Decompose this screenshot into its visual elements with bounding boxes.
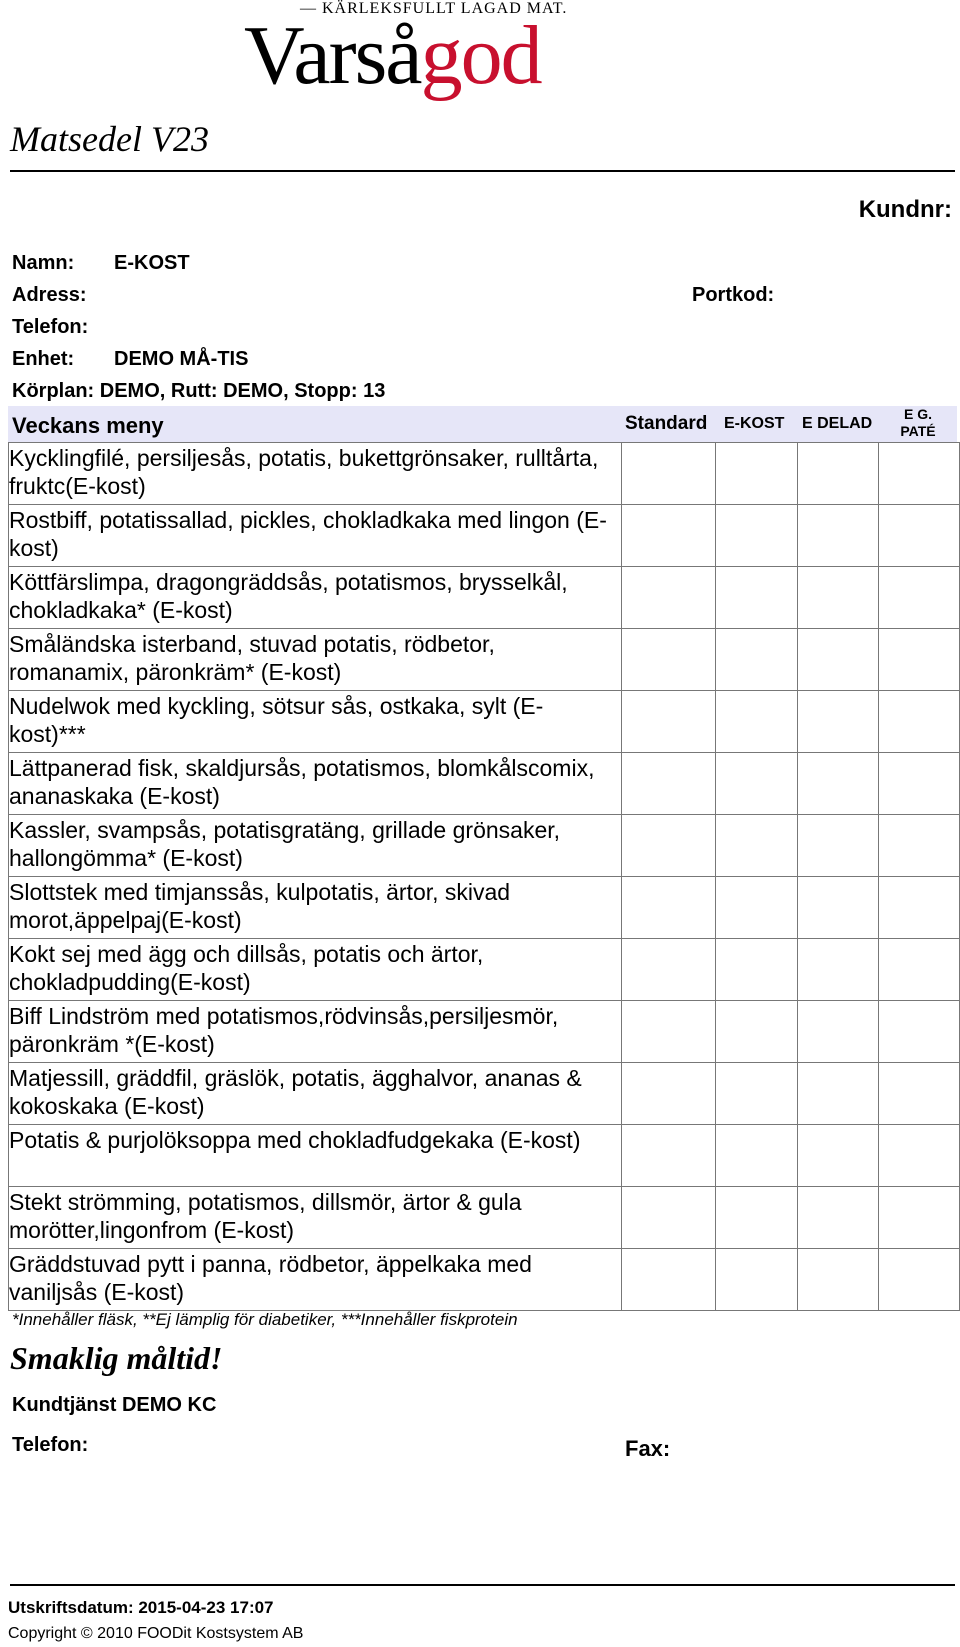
page-title: Matsedel V23	[10, 119, 209, 159]
brand-logo	[244, 8, 541, 104]
order-cell-ekost[interactable]	[716, 1001, 798, 1063]
menu-dish: Gräddstuvad pytt i panna, rödbetor, äppelkaka med vaniljsås (E-kost)	[9, 1249, 622, 1311]
menu-dish: Biff Lindström med potatismos,rödvinsås,persiljesmör, päronkräm *(E-kost)	[9, 1001, 622, 1063]
menu-dish: Kycklingfilé, persiljesås, potatis, bukettgrönsaker, rulltårta, fruktc(E-kost)	[9, 443, 622, 505]
col-edelad: E DELAD	[802, 415, 873, 432]
menu-dish: Slottstek med timjanssås, kulpotatis, ärtor, skivad morot,äppelpaj(E-kost)	[9, 877, 622, 939]
order-cell-ekost[interactable]	[716, 1063, 798, 1125]
menu-header: Veckans meny	[12, 413, 164, 438]
menu-dish: Kassler, svampsås, potatisgratäng, grillade grönsaker, hallongömma* (E-kost)	[9, 815, 622, 877]
order-cell-ekost[interactable]	[716, 753, 798, 815]
order-cell-ekost[interactable]	[716, 1249, 798, 1311]
menu-row	[9, 1001, 960, 1063]
order-cell-egpate[interactable]	[879, 1249, 960, 1311]
kundnr-label: Kundnr:	[858, 196, 952, 223]
order-cell-edelad[interactable]	[798, 629, 879, 691]
order-cell-edelad[interactable]	[798, 443, 879, 505]
order-cell-egpate[interactable]	[879, 691, 960, 753]
portkod-label: Portkod:	[692, 284, 775, 306]
order-cell-standard[interactable]	[622, 815, 716, 877]
menu-row	[9, 1063, 960, 1125]
order-cell-edelad[interactable]	[798, 877, 879, 939]
order-cell-standard[interactable]	[622, 877, 716, 939]
menu-row	[9, 1249, 960, 1311]
menu-dish: Matjessill, gräddfil, gräslök, potatis, ägghalvor, ananas & kokoskaka (E-kost)	[9, 1063, 622, 1125]
order-cell-egpate[interactable]	[879, 1187, 960, 1249]
menu-row	[9, 691, 960, 753]
order-cell-standard[interactable]	[622, 753, 716, 815]
order-cell-ekost[interactable]	[716, 691, 798, 753]
enhet-value: DEMO MÅ-TIS	[114, 348, 249, 370]
kundtjanst: Kundtjänst DEMO KC	[12, 1394, 217, 1416]
utskriftsdatum: Utskriftsdatum: 2015-04-23 17:07	[8, 1598, 274, 1617]
order-cell-egpate[interactable]	[879, 1001, 960, 1063]
order-cell-standard[interactable]	[622, 629, 716, 691]
footnote: *Innehåller fläsk, **Ej lämplig för diabetiker, ***Innehåller fiskprotein	[12, 1310, 518, 1329]
order-cell-standard[interactable]	[622, 1125, 716, 1187]
col-standard: Standard	[625, 413, 708, 434]
order-cell-edelad[interactable]	[798, 1249, 879, 1311]
order-cell-egpate[interactable]	[879, 753, 960, 815]
order-cell-edelad[interactable]	[798, 1125, 879, 1187]
order-cell-egpate[interactable]	[879, 815, 960, 877]
copyright: Copyright © 2010 FOODit Kostsystem AB	[8, 1625, 304, 1642]
order-cell-edelad[interactable]	[798, 1187, 879, 1249]
order-cell-ekost[interactable]	[716, 815, 798, 877]
order-cell-ekost[interactable]	[716, 1187, 798, 1249]
menu-row	[9, 877, 960, 939]
order-cell-ekost[interactable]	[716, 629, 798, 691]
order-cell-egpate[interactable]	[879, 505, 960, 567]
order-cell-edelad[interactable]	[798, 1063, 879, 1125]
menu-dish: Rostbiff, potatissallad, pickles, chokladkaka med lingon (E-kost)	[9, 505, 622, 567]
menu-dish: Kokt sej med ägg och dillsås, potatis och ärtor, chokladpudding(E-kost)	[9, 939, 622, 1001]
col-egpate: E G. PATÉ	[900, 406, 936, 439]
order-cell-ekost[interactable]	[716, 443, 798, 505]
smaklig-heading: Smaklig måltid!	[10, 1340, 223, 1376]
order-cell-ekost[interactable]	[716, 1125, 798, 1187]
menu-dish: Köttfärslimpa, dragongräddsås, potatismos, brysselkål, chokladkaka* (E-kost)	[9, 567, 622, 629]
order-cell-edelad[interactable]	[798, 691, 879, 753]
order-cell-egpate[interactable]	[879, 1125, 960, 1187]
order-cell-edelad[interactable]	[798, 505, 879, 567]
menu-row	[9, 505, 960, 567]
korplan: Körplan: DEMO, Rutt: DEMO, Stopp: 13	[12, 380, 386, 402]
order-cell-ekost[interactable]	[716, 567, 798, 629]
namn-value: E-KOST	[114, 252, 190, 274]
order-cell-ekost[interactable]	[716, 939, 798, 1001]
menu-dish: Lättpanerad fisk, skaldjursås, potatismos, blomkålscomix, ananaskaka (E-kost)	[9, 753, 622, 815]
logo-part-1: Varså	[244, 9, 421, 102]
order-cell-edelad[interactable]	[798, 567, 879, 629]
order-cell-ekost[interactable]	[716, 877, 798, 939]
footer-telefon-label: Telefon:	[12, 1434, 89, 1456]
col-ekost: E-KOST	[724, 415, 785, 432]
menu-dish: Nudelwok med kyckling, sötsur sås, ostkaka, sylt (E-kost)***	[9, 691, 622, 753]
order-cell-egpate[interactable]	[879, 443, 960, 505]
order-cell-standard[interactable]	[622, 1001, 716, 1063]
menu-dish: Småländska isterband, stuvad potatis, rödbetor, romanamix, päronkräm* (E-kost)	[9, 629, 622, 691]
namn-label: Namn:	[12, 252, 75, 274]
order-cell-standard[interactable]	[622, 1187, 716, 1249]
menu-row	[9, 443, 960, 505]
top-divider	[10, 170, 955, 172]
order-cell-egpate[interactable]	[879, 567, 960, 629]
order-cell-ekost[interactable]	[716, 505, 798, 567]
order-cell-edelad[interactable]	[798, 939, 879, 1001]
order-cell-egpate[interactable]	[879, 939, 960, 1001]
menu-row	[9, 629, 960, 691]
enhet-label: Enhet:	[12, 348, 75, 370]
footer-fax-label: Fax:	[625, 1436, 671, 1461]
adress-label: Adress:	[12, 284, 87, 306]
order-cell-standard[interactable]	[622, 691, 716, 753]
order-cell-egpate[interactable]	[879, 629, 960, 691]
order-cell-standard[interactable]	[622, 443, 716, 505]
order-cell-standard[interactable]	[622, 505, 716, 567]
order-cell-edelad[interactable]	[798, 1001, 879, 1063]
logo-part-2: god	[420, 9, 541, 102]
menu-row	[9, 1125, 960, 1187]
order-cell-standard[interactable]	[622, 1063, 716, 1125]
menu-table	[8, 442, 960, 1311]
menu-dish: Stekt strömming, potatismos, dillsmör, ärtor & gula morötter,lingonfrom (E-kost)	[9, 1187, 622, 1249]
logo-tagline: — KÄRLEKSFULLT LAGAD MAT.	[300, 0, 568, 17]
menu-row	[9, 1187, 960, 1249]
menu-row	[9, 753, 960, 815]
order-cell-edelad[interactable]	[798, 815, 879, 877]
order-cell-egpate[interactable]	[879, 877, 960, 939]
menu-dish: Potatis & purjolöksoppa med chokladfudgekaka (E-kost)	[9, 1125, 622, 1187]
order-cell-standard[interactable]	[622, 567, 716, 629]
order-cell-standard[interactable]	[622, 1249, 716, 1311]
menu-row	[9, 567, 960, 629]
bottom-divider	[10, 1584, 955, 1586]
telefon-label: Telefon:	[12, 316, 89, 338]
order-cell-edelad[interactable]	[798, 753, 879, 815]
menu-row	[9, 939, 960, 1001]
order-cell-standard[interactable]	[622, 939, 716, 1001]
menu-row	[9, 815, 960, 877]
order-cell-egpate[interactable]	[879, 1063, 960, 1125]
